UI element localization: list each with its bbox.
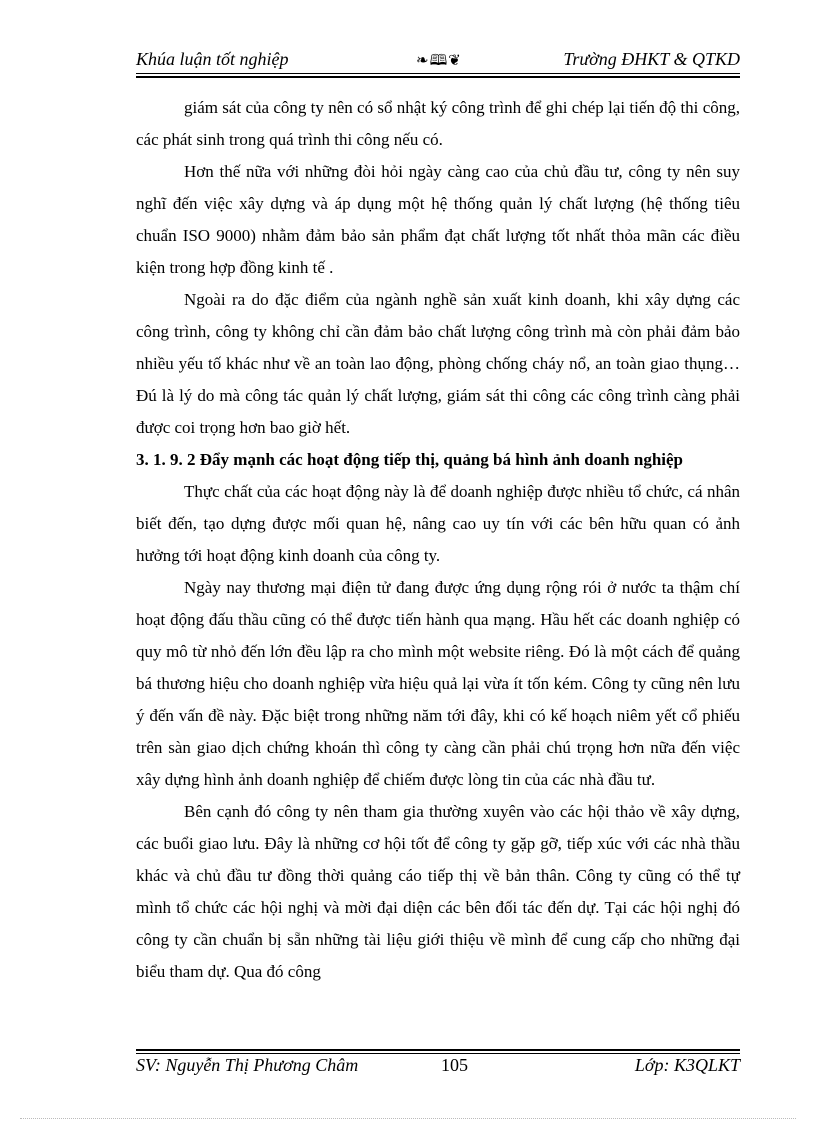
paragraph-1: giám sát của công ty nên có sổ nhật ký công trình để ghi chép lại tiến độ thi công, các phát sinh trong quá trình thi công nếu có. [136,98,740,149]
paragraph-4: Thực chất của các hoạt động này là để doanh nghiệp được nhiều tổ chức, cá nhân biết đến, tạo dựng được mối quan hệ, nâng cao uy tín với các bên hữu quan có ảnh hưởng tới hoạt động kinh doanh của công ty. [136,482,740,565]
page-bottom-divider [20,1118,796,1119]
paragraph-5: Ngày nay thương mại điện tử đang được ứng dụng rộng rói ở nước ta thậm chí hoạt động đấu thầu cũng có thể được tiến hành qua mạng. Hầu hết các doanh nghiệp có quy mô từ nhỏ đến lớn đều lập ra cho mình một website riêng. Đó là một cách để quảng bá thương hiệu cho doanh nghiệp vừa hiệu quả lại vừa ít tốn kém. Công ty cũng nên lưu ý đến vấn đề này. Đặc biệt trong những năm tới đây, khi có kế hoạch niêm yết cổ phiếu trên sàn giao dịch chứng khoán thì công ty càng cần phải chú trọng hơn nữa đến việc xây dựng hình ảnh doanh nghiệp để chiếm được lòng tin của các nhà đầu tư. [136,578,740,789]
header-rule-thin [136,73,740,74]
page-footer [136,1055,740,1081]
footer-rule-thin [136,1053,740,1054]
section-heading: 3. 1. 9. 2 Đẩy mạnh các hoạt động tiếp thị, quảng bá hình ảnh doanh nghiệp [136,450,683,469]
header-rule-thick [136,76,740,78]
paragraph-6: Bên cạnh đó công ty nên tham gia thường xuyên vào các hội thảo về xây dựng, các buổi giao lưu. Đây là những cơ hội tốt để công ty gặp gỡ, tiếp xúc với các nhà thầu khác và chủ đầu tư đồng thời quảng cáo tiếp thị về bản thân. Công ty cũng có thể tự mình tổ chức các hội nghị và mời đại diện các bên đối tác đến dự. Tại các hội nghị đó công ty cần chuẩn bị sẵn những tài liệu giới thiệu về mình để cung cấp cho những đại biểu tham dự. Qua đó công [136,802,740,981]
page-header [136,46,740,72]
header-school-label: Trường ĐHKT & QTKD [563,49,740,69]
header-thesis-label: Khúa luận tốt nghiệp [136,49,289,69]
paragraph-3: Ngoài ra do đặc điểm của ngành nghề sản xuất kinh doanh, khi xây dựng các công trình, công ty không chỉ cần đảm bảo chất lượng công trình mà còn phải đảm bảo nhiều yếu tố khác như về an toàn lao động, phòng chống cháy nổ, an toàn giao thụng…Đú là lý do mà công tác quản lý chất lượng, giám sát thi công các công trình càng phải được coi trọng hơn bao giờ hết. [136,290,740,437]
footer-class-label: Lớp: K3QLKT [634,1055,740,1075]
page-body [136,92,740,988]
footer-rule-thick [136,1049,740,1051]
paragraph-2: Hơn thế nữa với những đòi hỏi ngày càng cao của chủ đầu tư, công ty nên suy nghĩ đến việc xây dựng và áp dụng một hệ thống quản lý chất lượng (hệ thống tiêu chuẩn ISO 9000) nhằm đảm bảo sản phẩm đạt chất lượng tốt nhất thỏa mãn các điều kiện trong hợp đồng kinh tế . [136,162,740,277]
page-number: 105 [441,1055,468,1075]
footer-student-name: SV: Nguyễn Thị Phương Châm [136,1055,359,1075]
book-ornament-icon: ❧🕮❦ [416,53,462,69]
